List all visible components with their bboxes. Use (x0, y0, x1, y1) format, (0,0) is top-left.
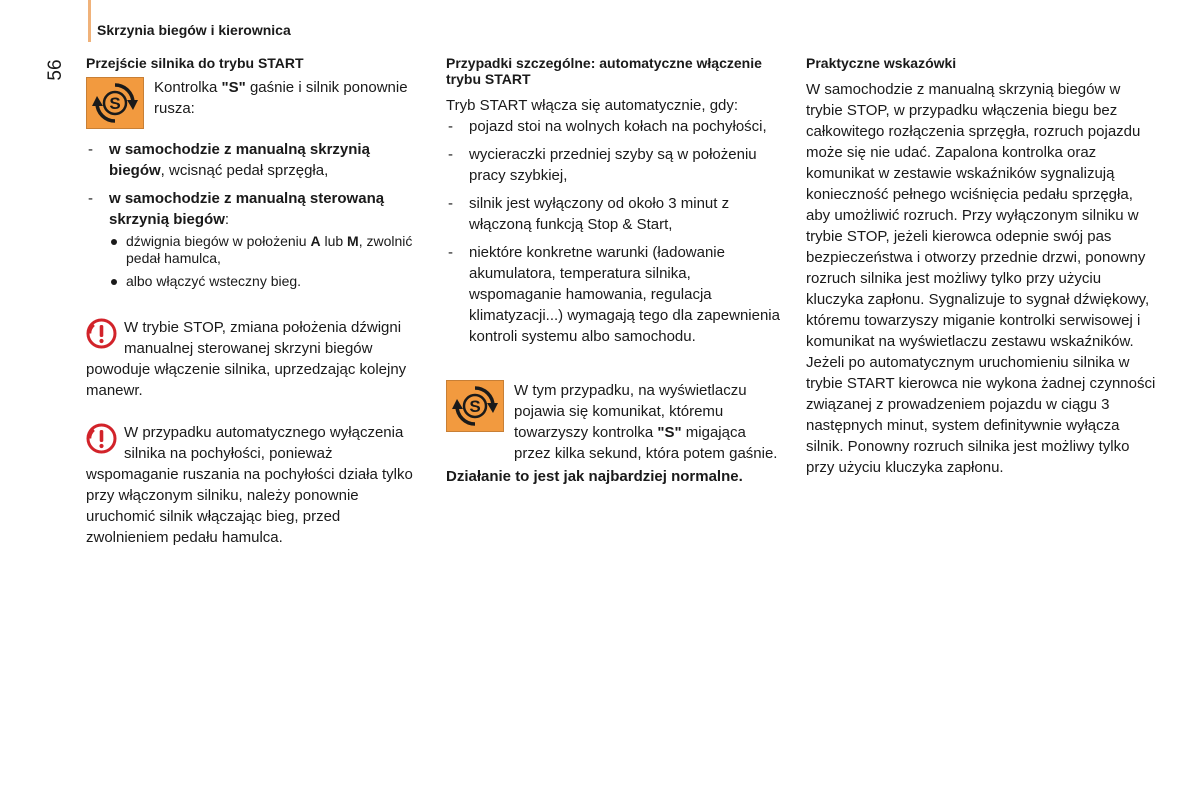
svg-text:S: S (469, 397, 481, 416)
sub-list-item: dźwignia biegów w położeniu A lub M, zwolnić pedał hamulca, (109, 233, 421, 267)
warning-icon (86, 318, 117, 349)
column-start-mode (86, 55, 421, 548)
s-icon-row (86, 77, 421, 129)
list-item: - pojazd stoi na wolnych kołach na pochyłości, (446, 116, 786, 137)
display-message-description: W tym przypadku, na wyświetlaczu pojawia się komunikat, któremu towarzyszy kontrolka "S" migająca przez kilka sekund, która potem gaśnie. (514, 382, 778, 462)
column-special-cases (446, 55, 786, 487)
list-item: - wycieraczki przedniej szyby są w położeniu pracy szybkiej, (446, 144, 786, 186)
heading-special-cases: Przypadki szczególne: automatyczne włączenie trybu START (446, 55, 762, 87)
warning-text: W przypadku automatycznego wyłączenia silnika na pochyłości, ponieważ wspomaganie ruszania na pochyłości działa tylko przy włączonym silniku, należy ponownie uruchomić silnik włączając bieg, przed zwolnieniem pedału hamulca. (86, 424, 413, 546)
special-cases-list (446, 116, 786, 347)
warning-text: W trybie STOP, zmiana położenia dźwigni manualnej sterowanej skrzyni biegów powoduje włączenie silnika, uprzedzając kolejny manewr. (86, 319, 407, 399)
svg-text:S: S (109, 94, 121, 113)
heading-practical-tips: Praktyczne wskazówki (806, 55, 957, 71)
list-item: - niektóre konkretne warunki (ładowanie akumulatora, temperatura silnika, wspomaganie hamowania, regulacja klimatyzacji...) wymagają tego dla zapewnienia kontroli systemu albo samochodu. (446, 242, 786, 347)
special-cases-intro: Tryb START włącza się automatycznie, gdy: (446, 97, 739, 114)
section-title: Skrzynia biegów i kierownica (97, 22, 291, 38)
warning-icon (86, 423, 117, 454)
manual-gearbox-list (86, 139, 421, 290)
warning-note-slope (86, 422, 421, 548)
heading-start-mode: Przejście silnika do trybu START (86, 55, 304, 71)
s-icon-row-display (446, 380, 786, 464)
stop-start-s-icon (86, 77, 144, 129)
list-item: - w samochodzie z manualną skrzynią biegów, wcisnąć pedał sprzęgła, (86, 139, 421, 181)
sub-list (109, 233, 421, 290)
header-accent-bar (88, 0, 91, 42)
practical-tips-text: W samochodzie z manualną skrzynią biegów w trybie STOP, w przypadku włączenia biegu bez całkowitego rozłączenia sprzęgła, rozruch pojazdu może się nie udać. Zapalona kontrolka oraz komunikat w zestawie wskaźników sygnalizują konieczność pełnego wciśnięcia pedału sprzęgła, aby umożliwić rozruch. Przy wyłączonym silniku w trybie STOP, jeżeli kierowca odepnie swój pas bezpieczeństwa i otworzy przednie drzwi, ponowny rozruch silnika jest możliwy tylko przy użyciu kluczyka zapłonu. Sygnalizuje to sygnał dźwiękowy, któremu towarzyszy miganie kontrolki serwisowej i komunikat na wyświetlaczu zestawu wskaźników. Jeżeli po automatycznym uruchomieniu silnika w trybie START kierowca nie wykona żadnej czynności związanej z prowadzeniem pojazdu w ciągu 3 następnych minut, system definitywnie wyłącza silnik. Ponowny rozruch silnika jest możliwy tylko przy użyciu kluczyka zapłonu. (806, 81, 1156, 476)
sub-list-item: albo włączyć wsteczny bieg. (109, 273, 421, 290)
list-item: - w samochodzie z manualną sterowaną skrzynią biegów: dźwignia biegów w położeniu A lub M, zwolnić pedał hamulca, albo włączyć wsteczny bieg. (86, 188, 421, 290)
stop-start-s-icon (446, 380, 504, 432)
list-item: - silnik jest wyłączony od około 3 minut z włączoną funkcją Stop & Start, (446, 193, 786, 235)
warning-note-stop-mode (86, 317, 421, 401)
s-icon-description: Kontrolka "S" gaśnie i silnik ponownie rusza: (154, 79, 408, 117)
page-number: 56 (45, 59, 66, 81)
column-practical-tips (806, 55, 1156, 478)
normal-operation-note: Działanie to jest jak najbardziej normalne. (446, 468, 743, 485)
